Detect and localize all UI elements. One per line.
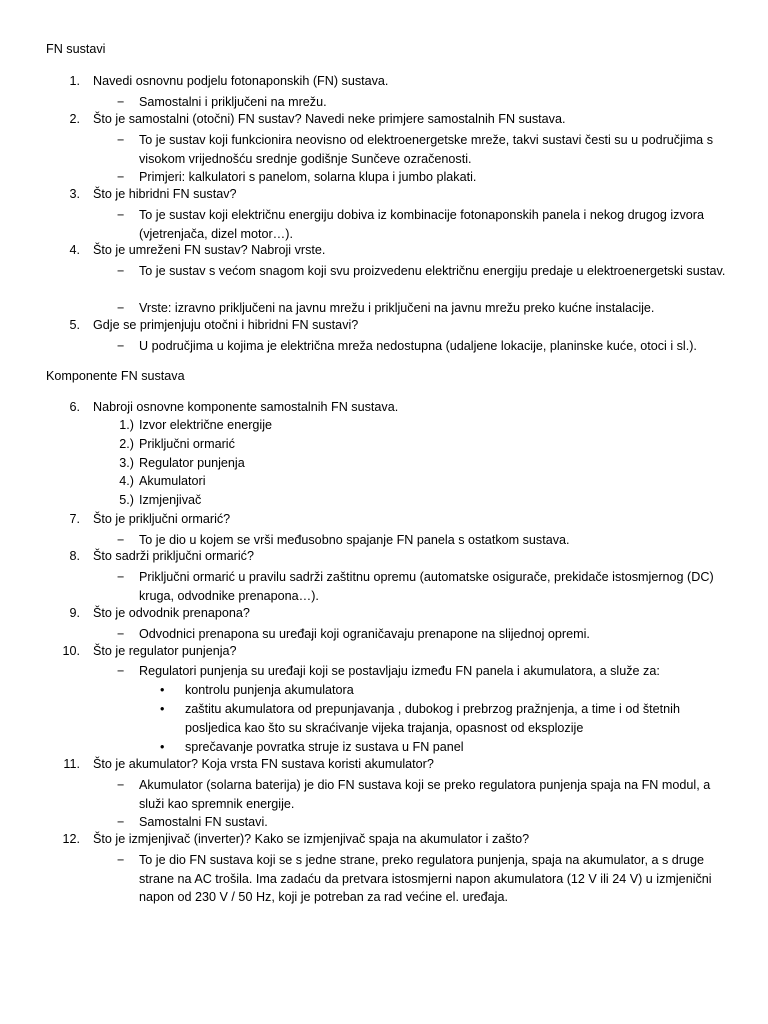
dash-marker: − <box>117 264 125 278</box>
bullet-item: • zaštitu akumulatora od prepunjavanja , dubokog i prebrzog pražnjenja, a time i od štetnih posljedica kao što su skraćivanje vijeka trajanja, opasnost od eksplozije <box>160 702 680 735</box>
question-number: 3. <box>69 187 80 201</box>
bullet-marker: • <box>160 740 165 754</box>
question-5 <box>69 318 733 332</box>
question-8 <box>69 549 733 563</box>
answer-item: − To je dio FN sustava koji se s jedne strane, preko regulatora punjenja, spaja na akumulator, a s druge strane na AC trošila. Ima zadaću da pretvara istosmjerni napon akumulatora (12 V ili 24 V) u izmjenični napon od 230 V / 50 Hz, koji je potreban za rad većine el. uređaja. <box>117 853 712 904</box>
question-9 <box>69 606 733 620</box>
question-number: 8. <box>69 549 80 563</box>
question-text: Što je akumulator? Koja vrsta FN sustava koristi akumulator? <box>93 757 434 771</box>
question-text: Gdje se primjenjuju otočni i hibridni FN sustavi? <box>93 318 359 332</box>
dash-marker: − <box>117 133 125 147</box>
question-number: 9. <box>69 606 80 620</box>
dash-marker: − <box>117 301 125 315</box>
answer-item: − Samostalni i priključeni na mrežu. <box>139 93 729 112</box>
dash-marker: − <box>117 95 125 109</box>
bullet-item: • sprečavanje povratka struje iz sustava u FN panel <box>185 738 725 757</box>
dash-marker: − <box>117 570 125 584</box>
answer-item: − To je sustav koji električnu energiju dobiva iz kombinacije fotonaponskih panela i nekog drugog izvora (vjetrenjača, dizel motor…). <box>117 208 704 241</box>
dash-marker: − <box>117 664 125 678</box>
list-item: 1.) Izvor električne energije <box>119 418 272 432</box>
question-number: 10. <box>62 644 80 658</box>
question-number: 6. <box>69 400 80 414</box>
answer-item: − Vrste: izravno priključeni na javnu mrežu i priključeni na javnu mrežu preko kućne instalacije. <box>139 299 729 318</box>
answer-item: − Odvodnici prenapona su uređaji koji ograničavaju prenapone na slijednoj opremi. <box>139 625 729 644</box>
section-title-komponente: Komponente FN sustava <box>46 369 185 383</box>
question-number: 7. <box>69 512 80 526</box>
question-text: Nabroji osnovne komponente samostalnih FN sustava. <box>93 400 399 414</box>
dash-marker: − <box>117 815 125 829</box>
question-number: 4. <box>69 243 80 257</box>
question-text: Što je samostalni (otočni) FN sustav? Navedi neke primjere samostalnih FN sustava. <box>93 112 566 126</box>
question-text: Što je izmjenjivač (inverter)? Kako se izmjenjivač spaja na akumulator i zašto? <box>93 832 530 846</box>
question-text: Što je odvodnik prenapona? <box>93 606 250 620</box>
answer-item: − Akumulator (solarna baterija) je dio FN sustava koji se preko regulatora punjenja spaja na FN modul, a služi kao spremnik energije. <box>117 778 711 811</box>
question-text: Što je regulator punjenja? <box>93 644 237 658</box>
answer-item: − Primjeri: kalkulatori s panelom, solarna klupa i jumbo plakati. <box>139 168 729 187</box>
question-3 <box>69 187 733 201</box>
list-item: 2.) Priključni ormarić <box>119 437 235 451</box>
answer-item: − U područjima u kojima je električna mreža nedostupna (udaljene lokacije, planinske kuće, otoci i sl.). <box>139 337 729 356</box>
dash-marker: − <box>117 778 125 792</box>
list-item: 3.) Regulator punjenja <box>119 456 245 470</box>
dash-marker: − <box>117 853 125 867</box>
question-number: 5. <box>69 318 80 332</box>
dash-marker: − <box>117 533 125 547</box>
question-6 <box>69 400 733 414</box>
question-7 <box>69 512 733 526</box>
question-1 <box>69 74 733 88</box>
question-4 <box>69 243 733 257</box>
dash-marker: − <box>117 170 125 184</box>
answer-item: − Samostalni FN sustavi. <box>139 813 729 832</box>
question-2 <box>69 112 733 126</box>
answer-item: − To je dio u kojem se vrši međusobno spajanje FN panela s ostatkom sustava. <box>139 531 729 550</box>
dash-marker: − <box>117 627 125 641</box>
section-title-fn-sustavi: FN sustavi <box>46 42 106 56</box>
question-10 <box>62 644 733 658</box>
answer-item: − Regulatori punjenja su uređaji koji se postavljaju između FN panela i akumulatora, a služe za: <box>139 662 729 681</box>
list-item: 4.) Akumulatori <box>119 474 206 488</box>
question-11 <box>63 757 733 771</box>
bullet-item: • kontrolu punjenja akumulatora <box>185 681 725 700</box>
dash-marker: − <box>117 339 125 353</box>
bullet-marker: • <box>160 683 165 697</box>
question-number: 1. <box>69 74 80 88</box>
bullet-marker: • <box>160 702 165 716</box>
question-text: Što je priključni ormarić? <box>93 512 231 526</box>
answer-item: − To je sustav s većom snagom koji svu proizvedenu električnu energiju predaje u elektroenergetski sustav. <box>139 262 729 281</box>
question-number: 2. <box>69 112 80 126</box>
question-number: 12. <box>62 832 80 846</box>
question-number: 11. <box>63 757 80 771</box>
question-text: Što je hibridni FN sustav? <box>93 187 237 201</box>
dash-marker: − <box>117 208 125 222</box>
answer-item: − To je sustav koji funkcionira neovisno od elektroenergetske mreže, takvi sustavi česti su u područjima s visokom vrijednošću srednje godišnje Sunčeve ozračenosti. <box>117 133 713 166</box>
question-text: Što je umreženi FN sustav? Nabroji vrste. <box>93 243 326 257</box>
question-12 <box>62 832 733 846</box>
list-item: 5.) Izmjenjivač <box>119 493 202 507</box>
question-text: Navedi osnovnu podjelu fotonaponskih (FN) sustava. <box>93 74 389 88</box>
question-text: Što sadrži priključni ormarić? <box>93 549 254 563</box>
answer-item: − Priključni ormarić u pravilu sadrži zaštitnu opremu (automatske osigurače, prekidače istosmjernog (DC) kruga, odvodnike prenapona…). <box>117 570 714 603</box>
